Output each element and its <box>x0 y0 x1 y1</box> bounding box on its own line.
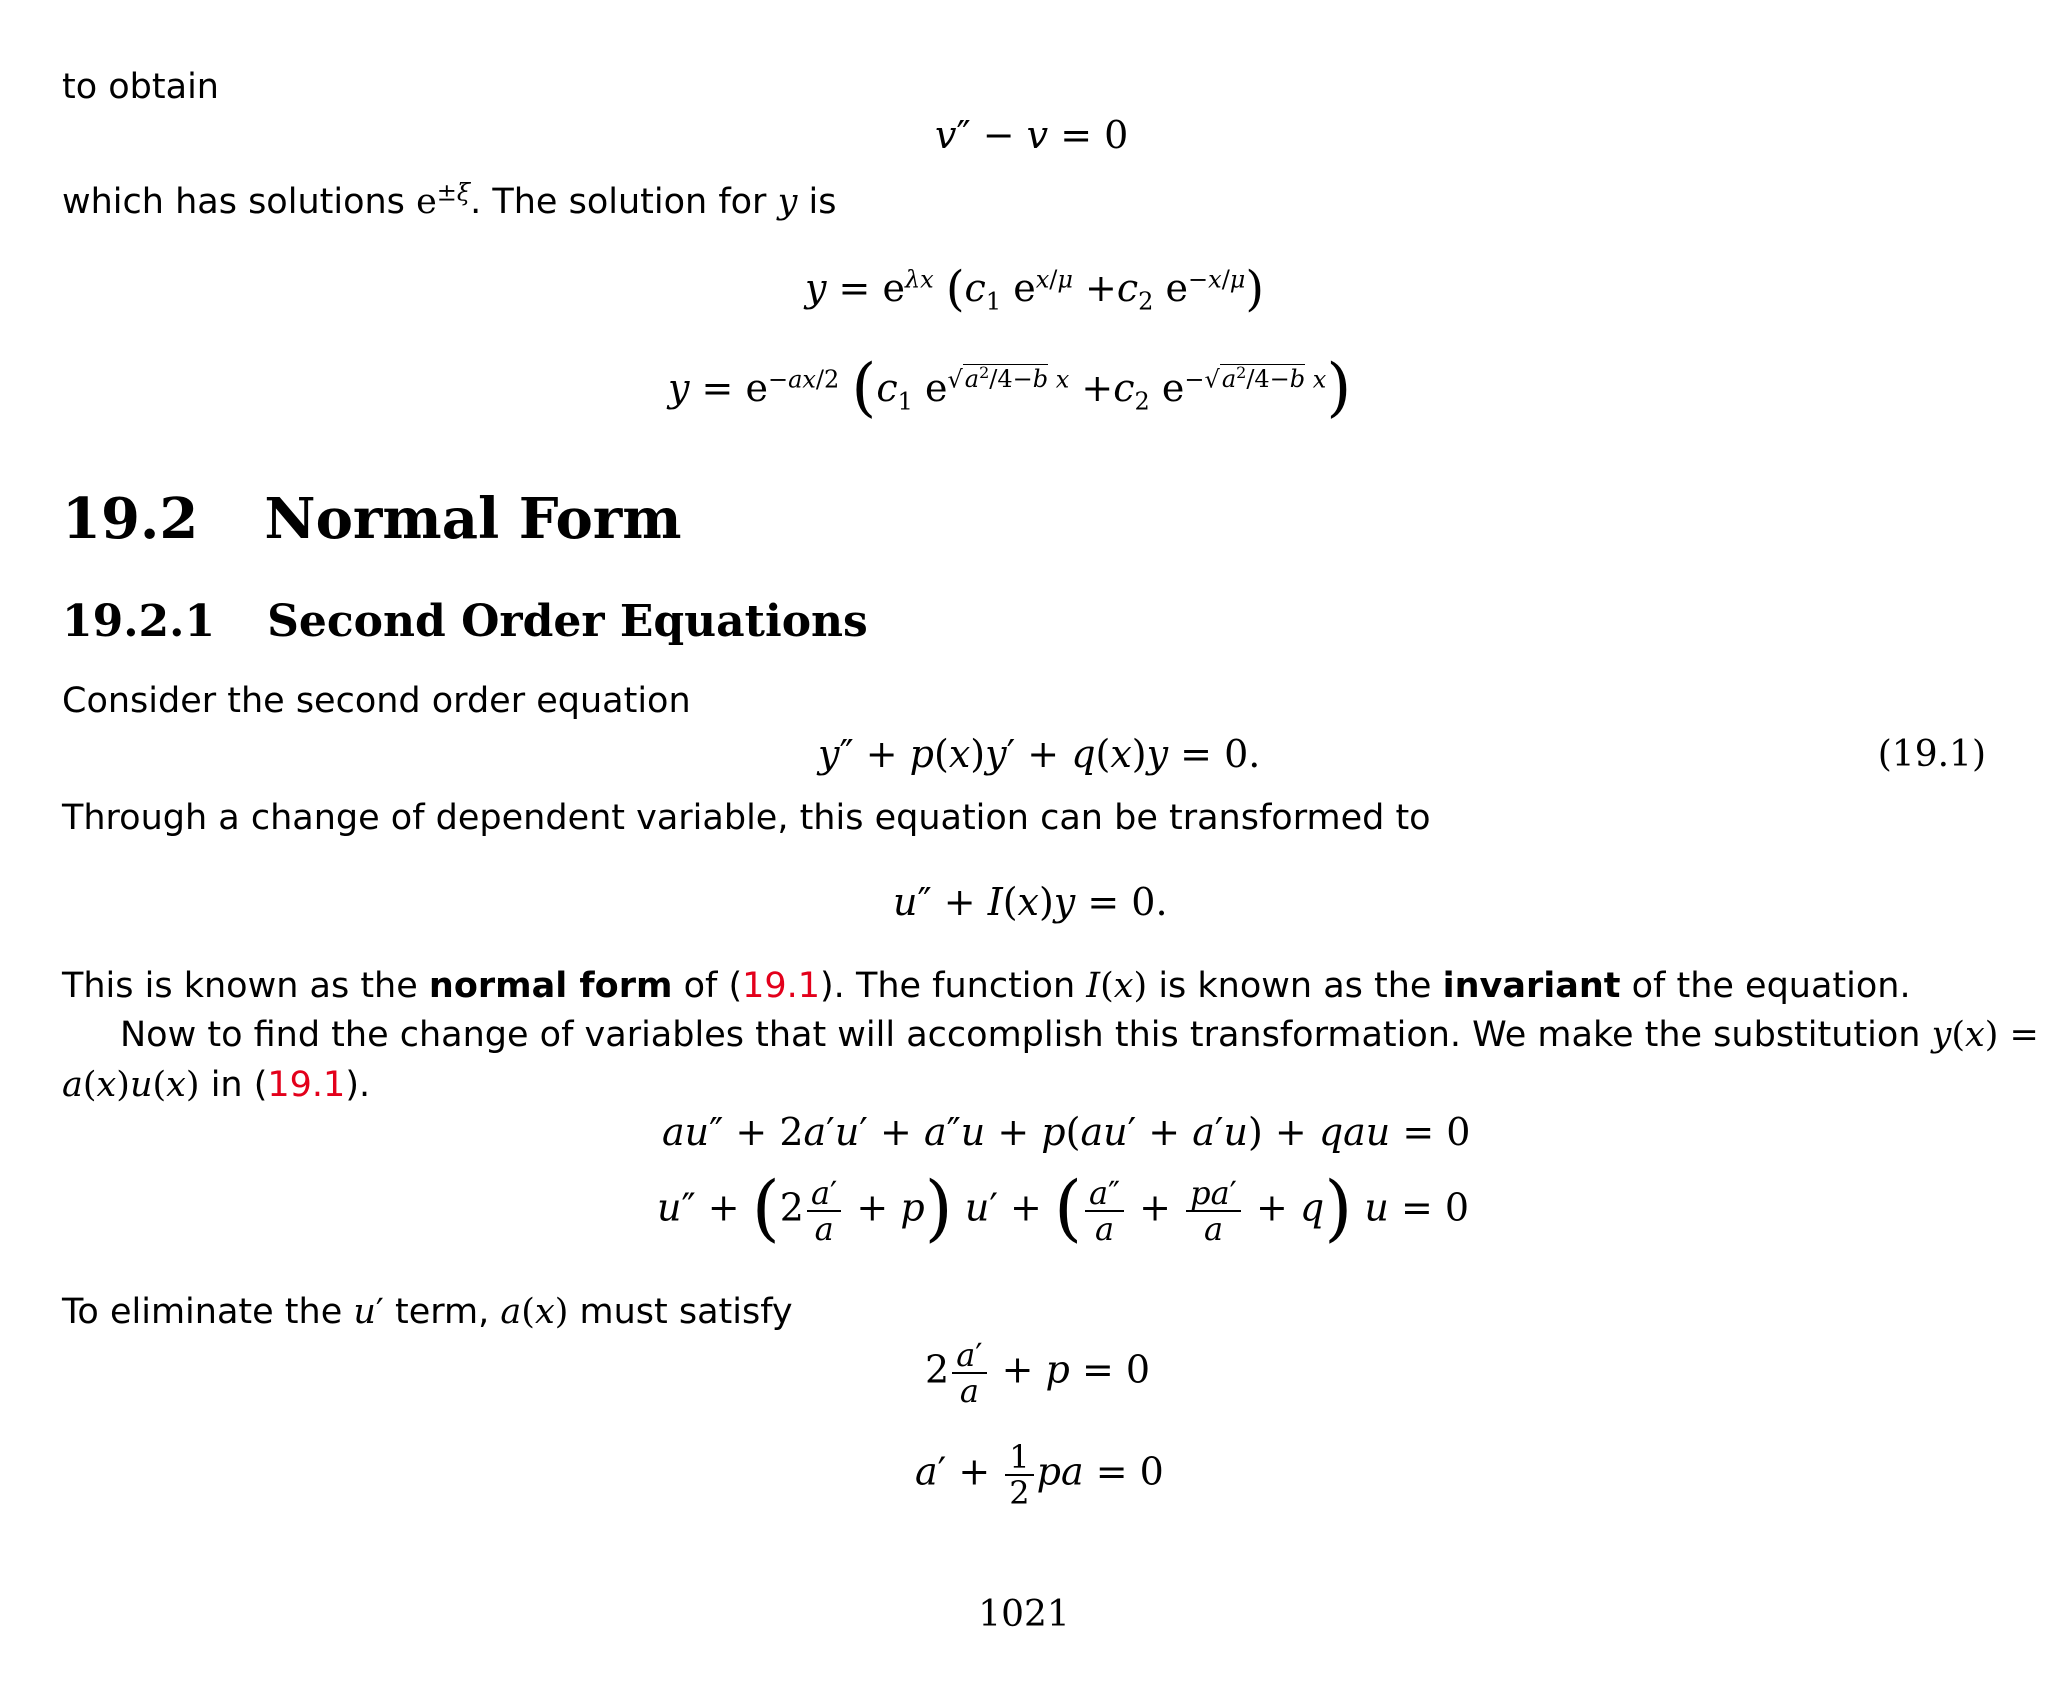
section-title: Normal Form <box>264 486 682 552</box>
term-normal-form: normal form <box>428 966 673 1006</box>
text-of: of <box>683 966 718 1006</box>
equation-reference-link[interactable]: 19.1 <box>742 966 821 1006</box>
equation-substituted: au″ + 2a′u′ + a″u + p(au′ + a′u) + qau = 0 <box>662 1110 1471 1154</box>
subsection-heading <box>62 596 868 647</box>
equation-first-order: a′ + $\frac{1}{2}$ pa = 0 <box>915 1438 1164 1512</box>
section-heading <box>62 486 682 552</box>
page-number: 1021 <box>978 1594 1070 1635</box>
equation-v: v″ − v = 0 <box>935 113 1129 157</box>
text-term: term, <box>395 1292 490 1332</box>
section-number: 19.2 <box>62 486 199 552</box>
text-to-eliminate-body: To eliminate the <box>62 1292 343 1332</box>
text-is: is <box>808 182 837 222</box>
text-which-has-solutions: which has solutions $e^{\pm\xi}$. The solution for y is <box>62 178 837 222</box>
text-which-has: which has solutions <box>62 182 405 222</box>
text-to-eliminate: To eliminate the u′ term, a(x) must satisfy <box>62 1292 793 1332</box>
text-known-as: is known as the <box>1158 966 1432 1006</box>
text-now-to-find: Now to find the change of variables that will accomplish this transformation. We make the substitution y(x) = <box>120 1015 2039 1055</box>
term-invariant: invariant <box>1442 966 1621 1006</box>
equation-19-1: y″ + p(x)y′ + q(x)y = 0. <box>818 732 1261 776</box>
text-must-satisfy: must satisfy <box>579 1292 793 1332</box>
text-this-is: This is known as the <box>62 966 418 1006</box>
text-now-to-find-body: Now to find the change of variables that will accomplish this transformation. We make the substitution <box>120 1015 1921 1055</box>
subsection-number: 19.2.1 <box>62 596 216 647</box>
text-in: in <box>210 1065 243 1105</box>
text-the-function: The function <box>855 966 1076 1006</box>
subsection-title: Second Order Equations <box>267 596 868 647</box>
text-through: Through a change of dependent variable, this equation can be transformed to <box>62 798 1431 838</box>
equation-y-lambda: $y = e^{\lambda x}$ ($c_1$ $e^{x/\mu} +c_2$ $e^{-x/\mu}$) <box>805 261 1265 317</box>
equation-collected: u″ + (2 $\frac{a'}{a}$ + p) u′ + ( $\frac{a''}{a}$ + $\frac{pa'}{a}$ + q) u = 0 <box>657 1165 1470 1250</box>
equation-reference-link[interactable]: 19.1 <box>267 1065 346 1105</box>
text-to-obtain: to obtain <box>62 67 219 107</box>
equation-number: (19.1) <box>1877 734 1986 775</box>
equation-normal-form: u″ + I(x)y = 0. <box>893 880 1168 924</box>
equation-condition: 2 $\frac{a'}{a}$ + p = 0 <box>925 1336 1151 1410</box>
text-of-equation: of the equation. <box>1631 966 1911 1006</box>
equation-y-sqrt: $y = e^{-ax/2}$ ($c_1$ $e^{√a^2/4-b x} +c_2$ $e^{-√a^2/4-b x}$) <box>668 351 1352 425</box>
text-substitution-continued: a(x)u(x) in (19.1). <box>62 1065 371 1105</box>
text-normal-form-paragraph: This is known as the normal form of (19.1). The function I(x) is known as the invariant of the equation. <box>62 966 1911 1006</box>
text-solution-for: The solution for <box>492 182 767 222</box>
text-consider: Consider the second order equation <box>62 681 691 721</box>
